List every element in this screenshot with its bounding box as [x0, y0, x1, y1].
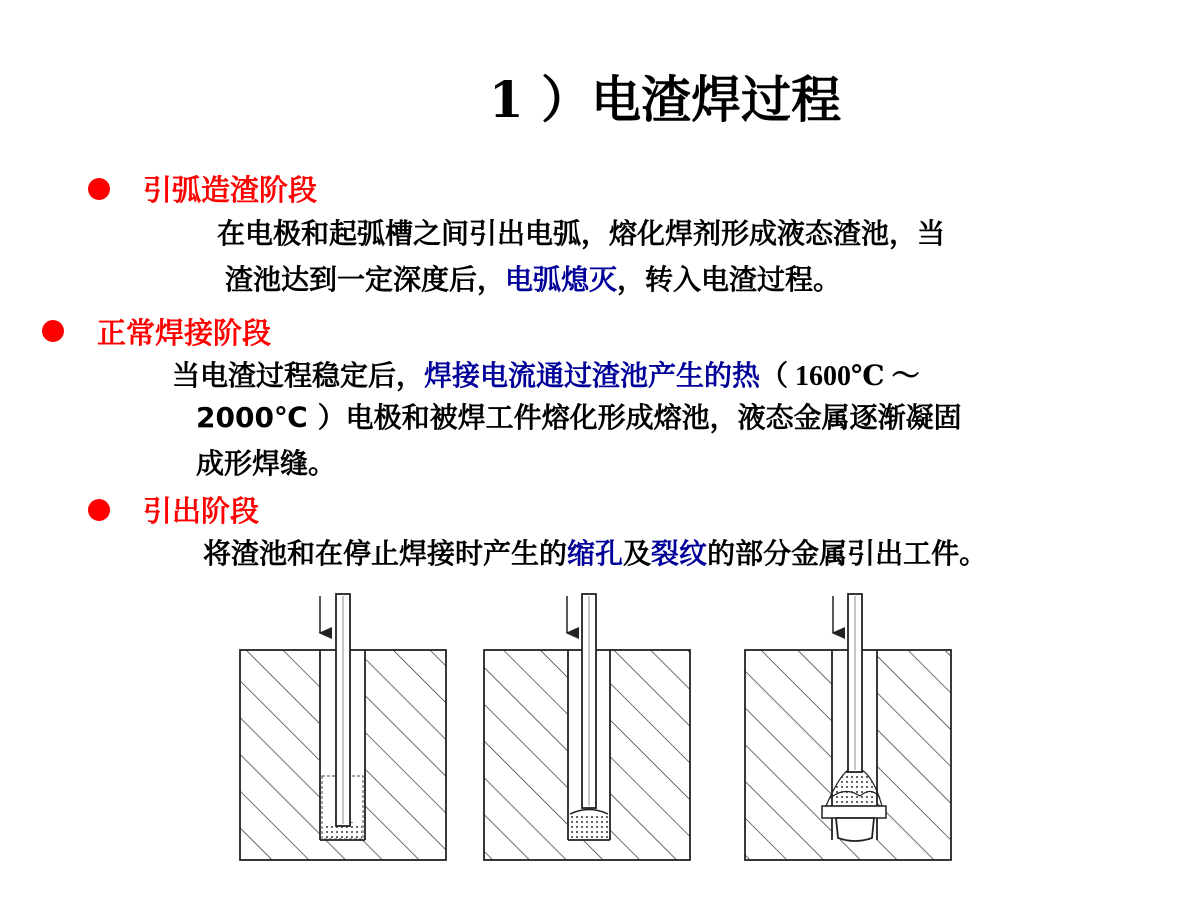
section-3-line-1: 将渣池和在停止焊接时产生的缩孔及裂纹的部分金属引出工件。: [203, 537, 988, 570]
highlight-crack: 裂纹: [651, 537, 708, 570]
highlight-shrinkage-cavity: 缩孔: [567, 537, 624, 570]
section-heading-arc-start: 引弧造渣阶段: [143, 173, 318, 207]
section-heading-lead-out: 引出阶段: [143, 494, 260, 528]
highlight-heat-source: 焊接电流通过渣池产生的热: [424, 359, 761, 392]
section-2-line-3: 成形焊缝。: [196, 447, 337, 480]
diagram-panel-arc-start: [240, 594, 446, 860]
page-title: 1 ）电渣焊过程: [488, 70, 842, 129]
diagram-panel-lead-out: [745, 594, 951, 860]
section-1-line-2: 渣池达到一定深度后，电弧熄灭，转入电渣过程。: [225, 263, 842, 296]
section-2-line-1: 当电渣过程稳定后，焊接电流通过渣池产生的热（ 1600℃ ～: [172, 359, 920, 392]
section-1-line-1: 在电极和起弧槽之间引出电弧，熔化焊剂形成液态渣池，当: [217, 217, 946, 250]
diagram-panel-normal-welding: [484, 594, 690, 860]
section-heading-normal-welding: 正常焊接阶段: [97, 316, 272, 350]
highlight-arc-extinguish: 电弧熄灭: [505, 263, 618, 296]
section-2-line-2: 2000℃ ）电极和被焊工件熔化形成熔池，液态金属逐渐凝固: [196, 401, 962, 434]
